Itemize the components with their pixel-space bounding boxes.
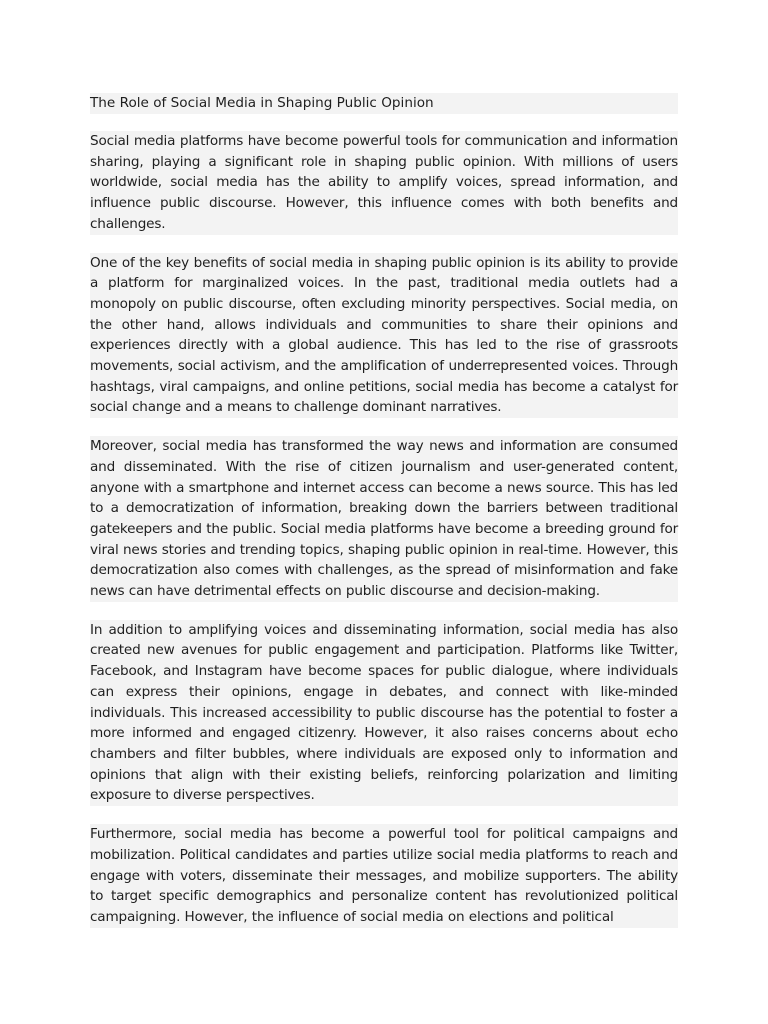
spacer <box>90 235 678 253</box>
document-title: The Role of Social Media in Shaping Public Opinion <box>90 93 678 114</box>
paragraph-3: Moreover, social media has transformed the way news and information are consumed and disseminated. With the rise of citizen journalism and user-generated content, anyone with a smartphone and internet access can become a news source. This has led to a democratization of information, breaking down the barriers between traditional gatekeepers and the public. Social media platforms have become a breeding ground for viral news stories and trending topics, shaping public opinion in real-time. However, this democratization also comes with challenges, as the spread of misinformation and fake news can have detrimental effects on public discourse and decision-making. <box>90 436 678 602</box>
paragraph-2: One of the key benefits of social media in shaping public opinion is its ability to provide a platform for marginalized voices. In the past, traditional media outlets had a monopoly on public discourse, often excluding minority perspectives. Social media, on the other hand, allows individuals and communities to share their opinions and experiences directly with a global audience. This has led to the rise of grassroots movements, social activism, and the amplification of underrepresented voices. Through hashtags, viral campaigns, and online petitions, social media has become a catalyst for social change and a means to challenge dominant narratives. <box>90 253 678 419</box>
paragraph-5: Furthermore, social media has become a powerful tool for political campaigns and mobilization. Political candidates and parties utilize social media platforms to reach and engage with voters, disseminate their messages, and mobilize supporters. The ability to target specific demographics and personalize content has revolutionized political campaigning. However, the influence of social media on elections and political <box>90 824 678 928</box>
paragraph-1: Social media platforms have become powerful tools for communication and information sharing, playing a significant role in shaping public opinion. With millions of users worldwide, social media has the ability to amplify voices, spread information, and influence public discourse. However, this influence comes with both benefits and challenges. <box>90 131 678 235</box>
spacer <box>90 602 678 620</box>
spacer <box>90 114 678 131</box>
document-page <box>90 93 678 928</box>
spacer <box>90 418 678 436</box>
paragraph-4: In addition to amplifying voices and disseminating information, social media has also created new avenues for public engagement and participation. Platforms like Twitter, Facebook, and Instagram have become spaces for public dialogue, where individuals can express their opinions, engage in debates, and connect with like-minded individuals. This increased accessibility to public discourse has the potential to foster a more informed and engaged citizenry. However, it also raises concerns about echo chambers and filter bubbles, where individuals are exposed only to information and opinions that align with their existing beliefs, reinforcing polarization and limiting exposure to diverse perspectives. <box>90 620 678 806</box>
spacer <box>90 806 678 824</box>
